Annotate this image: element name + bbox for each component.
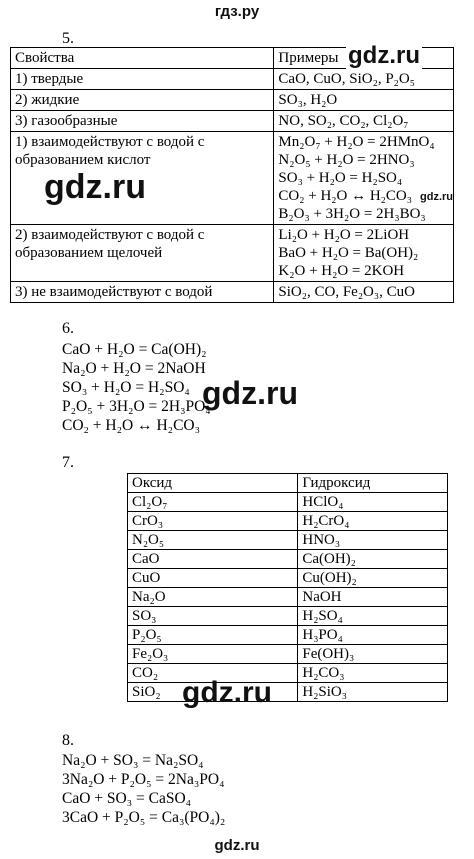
- oxide-cell: Na₂O: [128, 588, 298, 607]
- watermark: gdz.ru: [420, 188, 453, 206]
- table-row: [11, 90, 454, 111]
- property-cell: 2) взаимодействуют с водой с образованием щелочей: [11, 225, 274, 282]
- watermark: gdz.ru: [202, 375, 298, 411]
- properties-table: [10, 47, 454, 303]
- equation: SO₃ + H₂O = H₂SO₄: [62, 379, 190, 396]
- example-line: SO₃, H₂O: [278, 92, 338, 108]
- oxide-cell: N₂O₅: [128, 531, 298, 550]
- table-row: [11, 69, 454, 90]
- table-row: [11, 132, 454, 225]
- site-footer: gdz.ru: [214, 837, 260, 854]
- examples-cell: [274, 132, 454, 225]
- column-header-hydroxide: Гидроксид: [298, 474, 448, 493]
- property-cell: 2) жидкие: [11, 90, 274, 111]
- example-line: SO₃ + H₂O = H₂SO₄: [278, 170, 403, 186]
- table-row: [128, 550, 448, 569]
- example-line: BaO + H₂O = Ba(OH)₂: [278, 245, 419, 261]
- section-8-number: 8.: [62, 732, 74, 749]
- example-line-wrap: [278, 187, 453, 205]
- oxide-cell: CaO: [128, 550, 298, 569]
- table-row: [128, 607, 448, 626]
- equation: Na₂O + H₂O = 2NaOH: [62, 360, 206, 377]
- site-header: гдз.ру: [214, 3, 260, 20]
- oxide-cell: Fe₂O₃: [128, 645, 298, 664]
- examples-cell: [274, 111, 454, 132]
- hydroxide-cell: H₃PO₄: [298, 626, 448, 645]
- section-7-number: 7.: [62, 454, 74, 471]
- section-6-number: 6.: [62, 320, 74, 337]
- watermark: gdz.ru: [182, 676, 272, 709]
- oxide-cell: SO₃: [128, 607, 298, 626]
- example-line: Mn₂O₇ + H₂O = 2HMnO₄: [278, 134, 435, 150]
- equation: CaO + H₂O = Ca(OH)₂: [62, 341, 207, 358]
- table-row: [128, 493, 448, 512]
- example-line: CaO, CuO, SiO₂, P₂O₅: [278, 71, 415, 87]
- table-row: [128, 588, 448, 607]
- example-line: NO, SO₂, CO₂, Cl₂O₇: [278, 113, 409, 129]
- oxide-cell: P₂O₅: [128, 626, 298, 645]
- hydroxide-cell: NaOH: [298, 588, 448, 607]
- watermark: gdz.ru: [348, 42, 420, 69]
- examples-cell: [274, 282, 454, 303]
- hydroxide-cell: Fe(OH)₃: [298, 645, 448, 664]
- hydroxide-cell: HNO₃: [298, 531, 448, 550]
- example-line: N₂O₅ + H₂O = 2HNO₃: [278, 152, 415, 168]
- examples-cell: [274, 90, 454, 111]
- table-header-row: [128, 474, 448, 493]
- table-row: [128, 531, 448, 550]
- hydroxide-cell: Cu(OH)₂: [298, 569, 448, 588]
- oxide-hydroxide-table: [127, 473, 448, 702]
- oxide-cell: CO₂: [128, 664, 298, 683]
- table-row: [11, 225, 454, 282]
- equation: 3Na₂O + P₂O₅ = 2Na₃PO₄: [62, 771, 225, 788]
- section-8-equations: [62, 751, 225, 827]
- example-line: Li₂O + H₂O = 2LiOH: [278, 227, 410, 243]
- equation: Na₂O + SO₃ = Na₂SO₄: [62, 752, 204, 769]
- section-6-equations: [62, 340, 211, 435]
- examples-cell: [274, 69, 454, 90]
- table-row: [11, 282, 454, 303]
- property-cell: 1) взаимодействуют с водой с образованием кислот: [11, 132, 274, 225]
- table-row: [128, 512, 448, 531]
- oxide-cell: CuO: [128, 569, 298, 588]
- column-header-properties: Свойства: [11, 48, 274, 69]
- equation: P₂O₅ + 3H₂O = 2H₃PO₄: [62, 398, 211, 415]
- example-line: K₂O + H₂O = 2KOH: [278, 263, 405, 279]
- table-row: [128, 664, 448, 683]
- oxide-cell: CrO₃: [128, 512, 298, 531]
- equation: CO₂ + H₂O ↔ H₂CO₃: [62, 417, 201, 434]
- example-line: SiO₂, CO, Fe₂O₃, CuO: [278, 284, 415, 300]
- examples-cell: [274, 225, 454, 282]
- column-header-examples: Примеры: [274, 48, 454, 69]
- property-cell: 3) не взаимодействуют с водой: [11, 282, 274, 303]
- hydroxide-cell: H₂CrO₄: [298, 512, 448, 531]
- table-row: [128, 626, 448, 645]
- table-row: [128, 683, 448, 702]
- section-5-number: 5.: [62, 30, 74, 47]
- oxide-cell: Cl₂O₇: [128, 493, 298, 512]
- oxide-cell: SiO₂: [128, 683, 298, 702]
- watermark: gdz.ru: [44, 168, 146, 206]
- property-cell: 1) твердые: [11, 69, 274, 90]
- equation: CaO + SO₃ = CaSO₄: [62, 790, 192, 807]
- hydroxide-cell: Ca(OH)₂: [298, 550, 448, 569]
- example-line: B₂O₃ + 3H₂O = 2H₃BO₃: [278, 206, 426, 222]
- table-row: [128, 645, 448, 664]
- hydroxide-cell: HClO₄: [298, 493, 448, 512]
- equation: 3CaO + P₂O₅ = Ca₃(PO₄)₂: [62, 809, 226, 826]
- hydroxide-cell: H₂SiO₃: [298, 683, 448, 702]
- property-cell: 3) газообразные: [11, 111, 274, 132]
- table-header-row: [11, 48, 454, 69]
- hydroxide-cell: H₂SO₄: [298, 607, 448, 626]
- example-line: CO₂ + H₂O ↔ H₂CO₃: [278, 188, 412, 204]
- column-header-oxide: Оксид: [128, 474, 298, 493]
- table-row: [128, 569, 448, 588]
- hydroxide-cell: H₂CO₃: [298, 664, 448, 683]
- table-row: [11, 111, 454, 132]
